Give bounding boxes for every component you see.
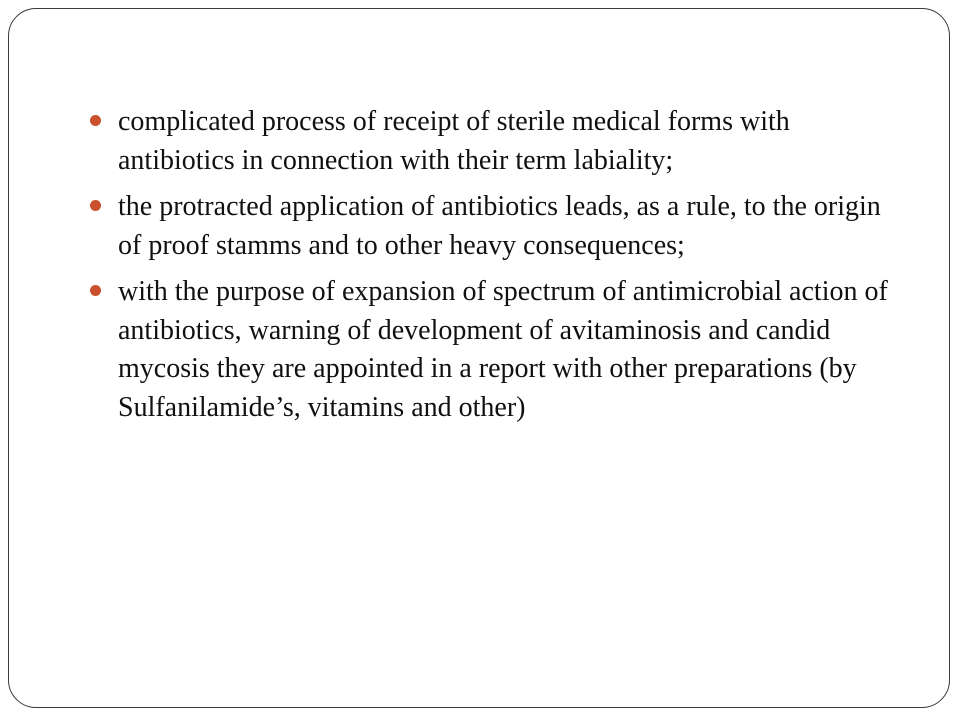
bullet-text: complicated process of receipt of sterile medical forms with antibiotics in connection with their term labiality;: [118, 106, 790, 176]
bullet-item: [90, 103, 910, 180]
bullet-text: the protracted application of antibiotics leads, as a rule, to the origin of proof stamms and to other heavy consequences;: [118, 191, 881, 261]
bullet-list: [90, 103, 910, 435]
bullet-dot-icon: [90, 200, 101, 211]
bullet-text: with the purpose of expansion of spectrum of antimicrobial action of antibiotics, warning of development of avitaminosis and candid mycosis they are appointed in a report with other preparations (by Sulfanilamide’s, vitamins and other): [118, 276, 888, 423]
bullet-item: [90, 188, 910, 265]
bullet-item: [90, 273, 910, 427]
bullet-dot-icon: [90, 285, 101, 296]
bullet-dot-icon: [90, 115, 101, 126]
